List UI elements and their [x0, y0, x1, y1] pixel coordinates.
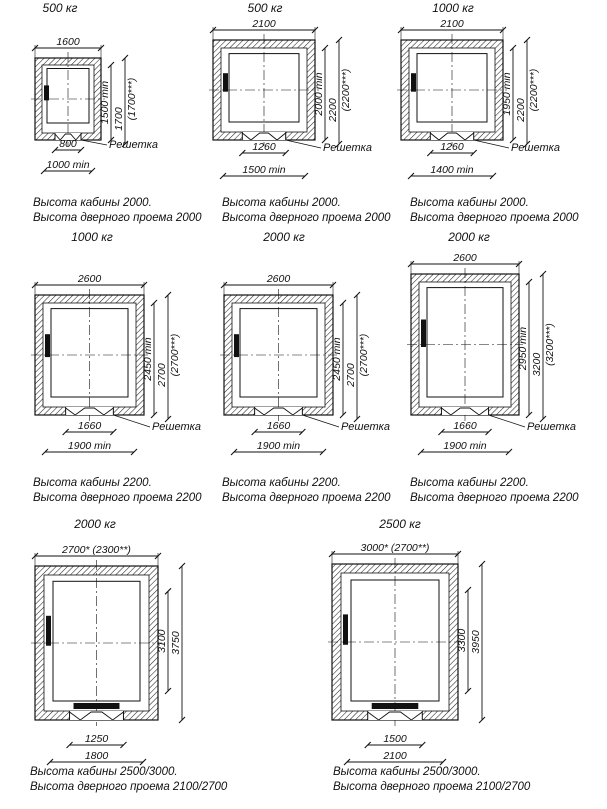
panel-3-1-shaft-width-dim [47, 750, 146, 765]
panel-3-2-counterweight [343, 614, 348, 644]
panel-3-1-shaft-width-dim-label: 1800 [84, 750, 109, 762]
panel-1-3-shaft-width-dim [408, 164, 496, 179]
panel-1-1-width-dim-label: 1600 [56, 36, 80, 48]
panel-3-2-door-dim-label: 1500 [383, 733, 407, 745]
panel-2-1-width-dim [32, 273, 147, 288]
panel-1-1-depth-outer-label: 1700 [113, 107, 125, 131]
panel-3-2-shaft-width-dim-label: 2100 [383, 750, 407, 762]
panel-1-3-grating-label: Решетка [511, 142, 560, 154]
panel-1-1-door-dim-label: 800 [59, 138, 77, 150]
panel-3-2-depth-outer-dim [470, 561, 485, 723]
panel-1-3-width-dim-label: 2100 [440, 18, 464, 30]
panel-1-2-depth-outer-dim [327, 37, 352, 147]
caption-1-2: Высота кабины 2000. Высота дверного проема 2000 [222, 197, 391, 224]
panel-2-2 [220, 230, 390, 455]
panel-2-3-grating [489, 415, 576, 433]
panel-2-1-door-dim [63, 420, 117, 435]
panel-2-1-depth-outer-alt-label: (2700***) [169, 333, 181, 377]
panel-3-1-counterweight [46, 616, 51, 646]
panel-2-3-door-dim-label: 1660 [453, 420, 477, 432]
panel-3-1-depth-inner-dim-label: 3100 [156, 629, 168, 653]
panel-2-2-width-dim-label: 2600 [266, 273, 291, 285]
panel-3-1-width-dim-label: 2700* (2300**) [62, 544, 131, 556]
panel-1-2 [209, 1, 372, 179]
panel-1-2-depth-inner-dim-label: 2000 min [313, 72, 325, 116]
panel-2-3-shaft-width-dim-label: 1900 min [443, 440, 487, 452]
panel-2-1-counterweight [45, 334, 50, 357]
caption-3-2: Высота кабины 2500/3000. Высота дверного проема 2100/2700 [333, 766, 531, 793]
panel-3-2-depth-inner-dim-label: 3300 [456, 628, 468, 653]
panel-2-1-door-dim-label: 1660 [77, 420, 102, 432]
panel-2-2-load: 2000 кг [263, 230, 305, 244]
caption-2-3: Высота кабины 2200. Высота дверного проема 2200 [410, 477, 579, 504]
panel-2-2-width-dim [221, 273, 336, 288]
panel-2-3-shaft-width-dim [418, 440, 512, 455]
panel-1-2-shaft-width-dim [220, 164, 308, 179]
caption-1-1: Высота кабины 2000. Высота дверного проема 2000 [33, 197, 202, 224]
panel-2-2-shaft-width-dim-label: 1900 min [256, 440, 301, 452]
caption-2-2: Высота кабины 2200. Высота дверного проема 2200 [222, 477, 391, 504]
panel-1-1-depth-outer-alt-label: (1700***) [126, 77, 138, 121]
panel-1-2-counterweight [223, 73, 228, 91]
panel-2-2-door-dim-label: 1660 [266, 420, 291, 432]
panel-1-3-depth-inner-dim-label: 1950 min [501, 72, 513, 116]
panel-2-2-door-dim [252, 420, 306, 435]
panel-2-3-grating-label: Решетка [527, 421, 576, 433]
panel-2-3-width-dim-label: 2600 [453, 252, 477, 264]
panel-3-1 [31, 517, 185, 765]
panel-3-2-door-dim [365, 733, 426, 748]
panel-2-1-shaft-width-dim-label: 1900 min [67, 440, 112, 452]
panel-3-1-door-dim [67, 733, 127, 748]
panel-1-2-grating-label: Решетка [323, 142, 372, 154]
caption-3-1: Высота кабины 2500/3000. Высота дверного проема 2100/2700 [30, 766, 228, 793]
panel-3-1-load: 2000 кг [74, 517, 116, 531]
panel-3-2-load: 2500 кг [379, 517, 421, 531]
panel-1-1-load: 500 кг [42, 1, 78, 15]
panel-1-3-shaft-width-dim-label: 1400 min [430, 164, 474, 176]
panel-1-1-shaft-width-dim [41, 159, 95, 174]
panel-2-1-width-dim-label: 2600 [77, 273, 102, 285]
panel-3-1-threshold [74, 703, 120, 709]
panel-3-2-depth-outer-dim-label: 3950 [470, 630, 482, 654]
panel-2-3-depth-inner-dim-label: 2950 min [517, 326, 529, 371]
panel-2-3-door-dim [438, 420, 491, 435]
panel-1-3-depth-outer-dim [515, 37, 540, 147]
panel-1-3-door-dim [427, 141, 476, 156]
panel-1-3-depth-outer-label: 2200 [515, 98, 527, 122]
panel-3-1-depth-outer-dim [170, 563, 185, 723]
panel-2-1-depth-outer-dim [156, 292, 181, 422]
panel-2-2-grating [302, 415, 390, 433]
panel-1-3-width-dim [398, 18, 506, 33]
panel-1-2-shaft-width-dim-label: 1500 min [242, 164, 286, 176]
panel-3-1-door-dim-label: 1250 [84, 733, 109, 745]
panel-3-2-shaft-width-dim [344, 750, 446, 765]
panel-1-3-depth-outer-alt-label: (2200***) [528, 68, 540, 112]
panel-3-1-depth-outer-dim-label: 3750 [170, 631, 182, 655]
panel-2-2-depth-outer-alt-label: (2700***) [358, 333, 370, 377]
panel-2-3-depth-outer-label: 3200 [531, 352, 543, 377]
panel-1-1-depth-outer-dim [113, 55, 138, 147]
panel-1-1-grating [81, 139, 158, 151]
panel-2-1-depth-outer-label: 2700 [156, 363, 168, 387]
panel-3-2-width-dim [329, 542, 461, 557]
panel-1-2-door-dim-label: 1260 [252, 141, 276, 153]
panel-2-2-grating-label: Решетка [341, 421, 390, 433]
panel-2-3-counterweight [421, 320, 426, 348]
panel-3-2-width-dim-label: 3000* (2700**) [360, 542, 430, 554]
panel-2-2-depth-outer-label: 2700 [345, 363, 357, 387]
panel-1-2-width-dim [210, 18, 318, 33]
panel-3-2 [328, 517, 485, 765]
panel-1-3-grating [474, 140, 560, 154]
panel-3-1-width-dim [32, 544, 161, 559]
panel-1-2-door-dim [239, 141, 288, 156]
panel-1-3-counterweight [411, 73, 416, 91]
panel-2-1-load: 1000 кг [71, 230, 113, 244]
panel-1-3 [397, 1, 560, 179]
panel-2-1 [31, 230, 201, 455]
panel-2-2-counterweight [234, 334, 239, 357]
panel-1-1-shaft-width-dim-label: 1000 min [46, 159, 90, 171]
caption-2-1: Высота кабины 2200. Высота дверного проема 2200 [33, 477, 202, 504]
panel-1-2-grating [286, 140, 372, 154]
panel-1-1 [31, 1, 158, 174]
panel-1-2-width-dim-label: 2100 [252, 18, 276, 30]
panel-1-2-depth-outer-label: 2200 [327, 98, 339, 122]
panel-2-3 [407, 230, 576, 455]
panel-1-1-width-dim [32, 36, 104, 51]
panel-1-1-depth-inner-dim-label: 1500 min [99, 80, 111, 125]
panel-1-3-door-dim-label: 1260 [440, 141, 464, 153]
panel-2-2-depth-inner-dim-label: 2450 min [331, 337, 343, 381]
panel-2-1-depth-inner-dim-label: 2450 min [142, 337, 154, 381]
panel-2-3-depth-outer-alt-label: (3200***) [544, 323, 556, 366]
caption-1-3: Высота кабины 2000. Высота дверного проема 2000 [410, 197, 579, 224]
panel-2-3-depth-outer-dim [531, 271, 556, 422]
panel-1-3-load: 1000 кг [432, 1, 474, 15]
panel-2-3-width-dim [408, 252, 522, 267]
panel-1-2-load: 500 кг [247, 1, 283, 15]
panel-2-3-load: 2000 кг [448, 230, 490, 244]
panel-2-2-depth-outer-dim [345, 292, 370, 422]
panel-2-2-shaft-width-dim [231, 440, 326, 455]
panel-1-2-depth-outer-alt-label: (2200***) [340, 68, 352, 112]
panel-3-2-threshold [372, 703, 419, 709]
panel-2-1-shaft-width-dim [42, 440, 137, 455]
panel-2-1-grating [113, 415, 201, 433]
panel-1-1-counterweight [44, 85, 49, 100]
panel-1-1-grating-label: Решетка [109, 139, 158, 151]
panel-2-1-grating-label: Решетка [152, 421, 201, 433]
